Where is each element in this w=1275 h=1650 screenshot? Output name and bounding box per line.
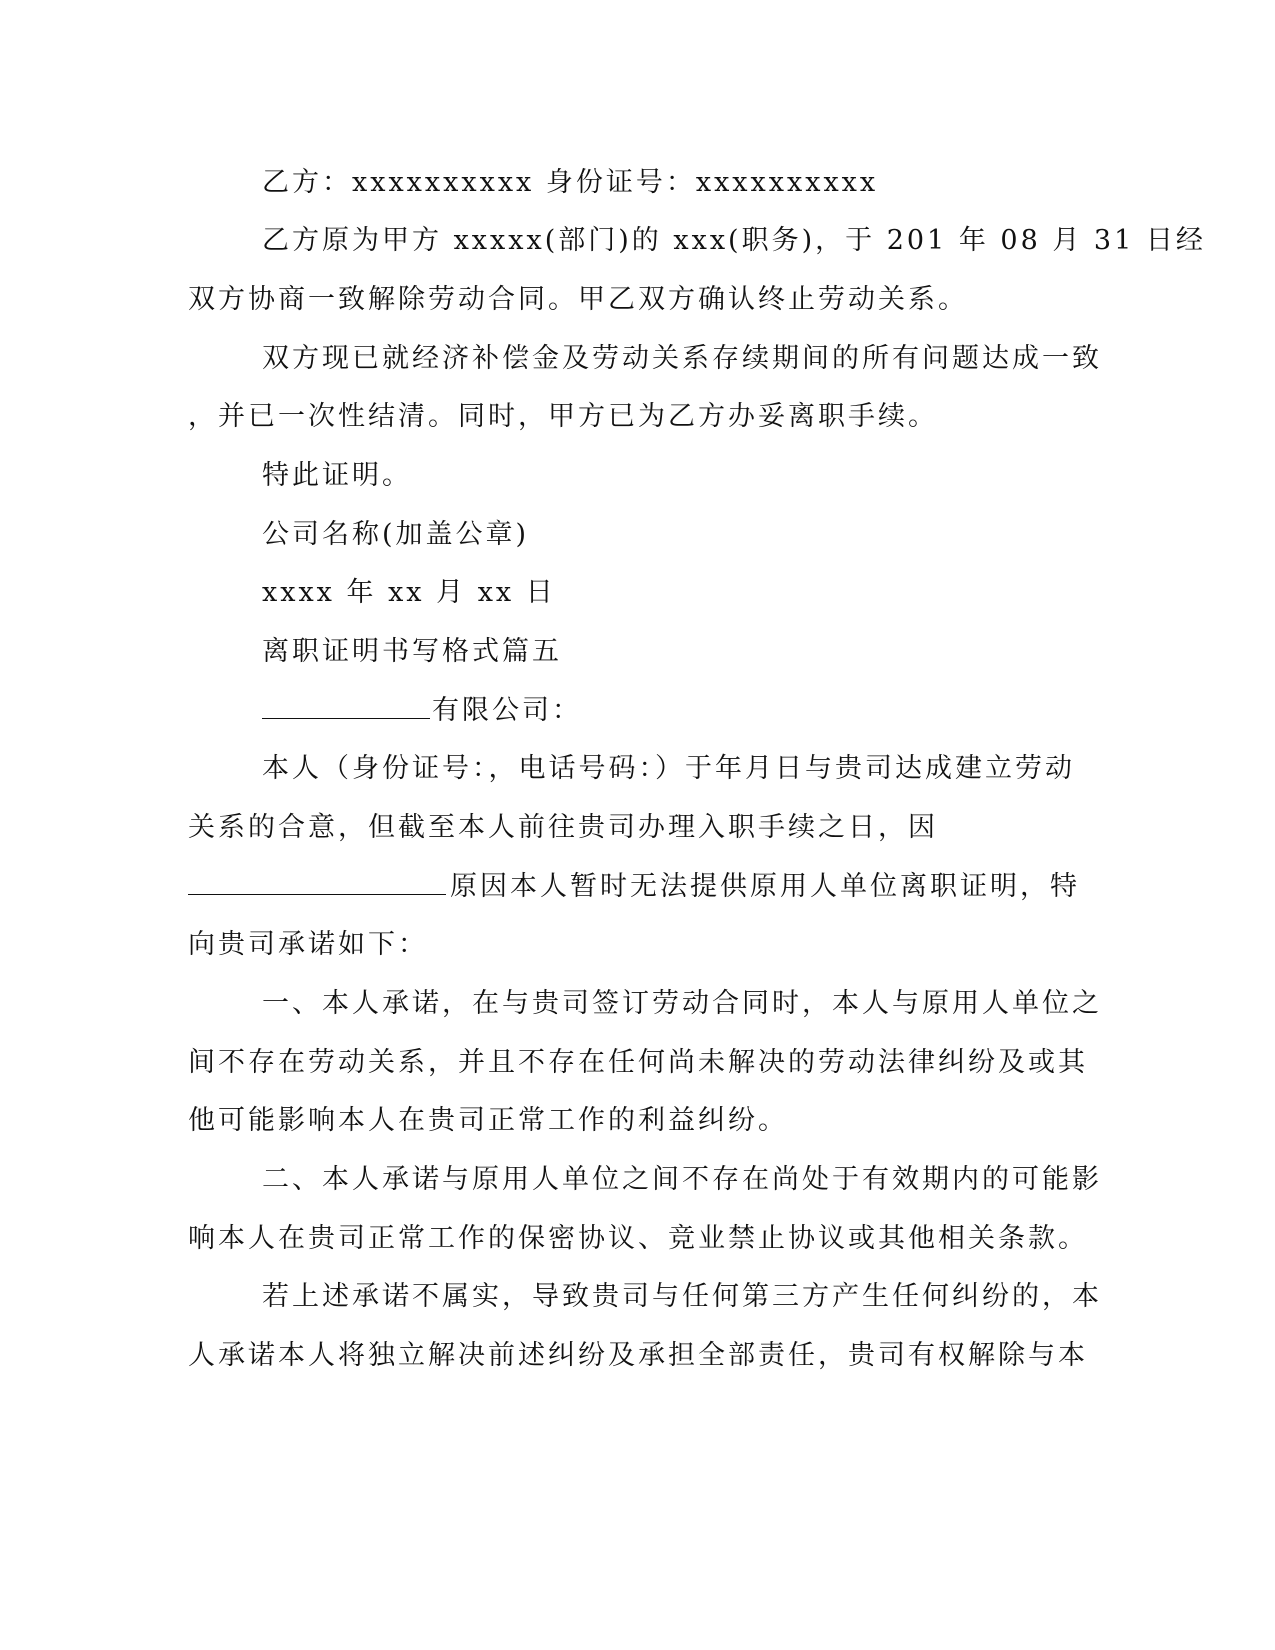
addressee-line [262, 694, 582, 728]
section-title: 离职证明书写格式篇五 [262, 636, 562, 667]
paragraph-line: 若上述承诺不属实，导致贵司与任何第三方产生任何纠纷的，本 [262, 1281, 1102, 1312]
paragraph-line: 人承诺本人将独立解决前述纠纷及承担全部责任，贵司有权解除与本 [188, 1340, 1088, 1371]
paragraph-line: 一、本人承诺，在与贵司签订劳动合同时，本人与原用人单位之 [262, 988, 1102, 1019]
paragraph-line: 二、本人承诺与原用人单位之间不存在尚处于有效期内的可能影 [262, 1164, 1102, 1195]
reason-text: 原因本人暂时无法提供原用人单位离职证明，特 [450, 871, 1080, 902]
paragraph-line: 乙方原为甲方 xxxxx(部门)的 xxx(职务)，于 201 年 08 月 31 日经 [262, 225, 1206, 256]
paragraph-line: 向贵司承诺如下： [188, 929, 428, 960]
paragraph-line: 响本人在贵司正常工作的保密协议、竞业禁止协议或其他相关条款。 [188, 1223, 1088, 1254]
company-blank [262, 694, 430, 719]
date-line: xxxx 年 xx 月 xx 日 [262, 577, 556, 608]
addressee-text: 有限公司： [432, 695, 582, 726]
paragraph-line: 他可能影响本人在贵司正常工作的利益纠纷。 [188, 1105, 788, 1136]
paragraph-line: 双方协商一致解除劳动合同。甲乙双方确认终止劳动关系。 [188, 284, 968, 315]
party-b-line: 乙方：xxxxxxxxxx 身份证号：xxxxxxxxxx [262, 167, 879, 198]
paragraph-line: 关系的合意，但截至本人前往贵司办理入职手续之日，因 [188, 812, 938, 843]
paragraph-line: 双方现已就经济补偿金及劳动关系存续期间的所有问题达成一致 [262, 343, 1102, 374]
paragraph-line: 间不存在劳动关系，并且不存在任何尚未解决的劳动法律纠纷及或其 [188, 1047, 1088, 1078]
company-name-seal: 公司名称(加盖公章) [262, 519, 530, 550]
closing-statement: 特此证明。 [262, 460, 412, 491]
paragraph-line [188, 870, 1080, 904]
paragraph-line: 本人（身份证号：，电话号码：）于年月日与贵司达成建立劳动 [262, 753, 1075, 784]
paragraph-line: ，并已一次性结清。同时，甲方已为乙方办妥离职手续。 [188, 401, 938, 432]
reason-blank [188, 870, 446, 895]
